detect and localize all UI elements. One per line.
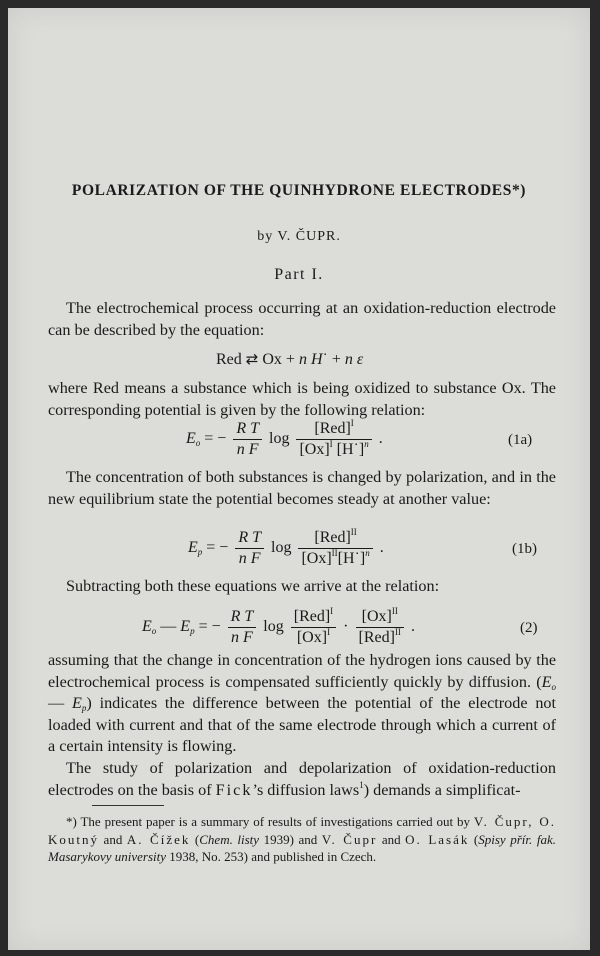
text-run: The study of polarization and depolarization of oxidation-reduction electrodes on the basis of [48, 759, 556, 799]
equation-2: $E_o$ — $E_p$ = − $\frac{\text{R T}}{\text{n F}}$ log $\frac{[Red]^I}{[Ox]^I}$ · $\frac{[Ox]^{II}}{[Red]^{II}}$ . [142, 606, 415, 646]
text-run: ’s diffusion laws [252, 780, 360, 799]
eq-term: R T [233, 420, 262, 440]
eq-term [296, 440, 371, 459]
eq-term: R T [235, 529, 264, 549]
eq-term: I [329, 439, 333, 449]
equilibrium-arrows: ⇄ [245, 350, 259, 368]
text-run: *) The present paper is a summary of results of investigations carried out by [66, 814, 474, 829]
paragraph-4: Subtracting both these equations we arrive at the relation: [66, 577, 440, 595]
author-line: by V. ČUPR. [257, 229, 341, 244]
eq-term: log [263, 618, 284, 636]
eq-term: R T [228, 608, 257, 628]
eq-term: I [327, 627, 331, 637]
eq-term: + [327, 351, 345, 368]
eq-term: · [343, 618, 349, 636]
eq-term: n [365, 548, 370, 558]
journal-name: Spisy přír. fak. Masarykovy university [48, 831, 556, 864]
eq-term: [Red] [358, 629, 395, 646]
fraction [233, 420, 262, 459]
text-run: ) indicates the difference between the potential of the electrode not loaded with current and that of the same electrode through which a current of a certain intensity is flowing. [48, 694, 557, 755]
eq-term: II [391, 606, 398, 616]
text-run: and [99, 831, 127, 847]
journal-name: Chem. listy [199, 831, 260, 847]
eq-term: I [330, 606, 334, 616]
eq-term: [H˙] [332, 441, 365, 458]
eq-term: ˙ [322, 351, 328, 368]
eq-term: II [331, 548, 338, 558]
eq-term: II [394, 627, 401, 637]
eq-term: [Red] [314, 420, 351, 437]
paragraph-6 [48, 758, 556, 801]
eq-term: p [197, 547, 203, 558]
eq-term: [Red] [314, 529, 351, 546]
author-name: A. Čížek [126, 831, 191, 847]
author-name: Fick [215, 780, 253, 799]
eq-term: o [195, 438, 201, 449]
paragraph-1: The electrochemical process occurring at an oxidation-reduction electrode can be described by the equation: [48, 299, 556, 339]
paragraph-5 [48, 650, 556, 758]
equation-1b: $E_p$ = − $\frac{\text{R T}}{\text{n F}}$ log $\frac{[Red]^{II}}{[Ox]^{II}[H˙]^n}$ . [188, 527, 384, 567]
fraction [298, 529, 372, 568]
eq-term: n F [236, 441, 259, 458]
eq-term [291, 628, 336, 647]
author-name: V. Čupr, O. Koutný [48, 814, 556, 847]
eq-term: p [190, 626, 195, 637]
page [8, 8, 590, 950]
eq-term: log [271, 539, 292, 557]
eq-term: n F [238, 550, 261, 567]
eq-term: = − [200, 430, 227, 448]
author-name: O. Lasák [405, 831, 470, 847]
section-heading: Part I. [274, 266, 324, 283]
text-run: and [377, 831, 406, 847]
text-run: p [81, 703, 87, 713]
equation-1a: $E_o$ = − $\frac{\text{R T}}{\text{n F}}$ log $\frac{[Red]^I}{[Ox]^I [H˙]^n}$ . [186, 418, 383, 458]
eq-term: I [350, 418, 354, 428]
eq-term [356, 608, 404, 628]
eq-term: n ε [344, 351, 364, 368]
eq-term: = − [194, 618, 221, 636]
eq-term: E [180, 618, 191, 636]
text-run: o [551, 681, 556, 692]
text-run: 1938, No. 253) and published in Czech. [166, 849, 377, 864]
eq-term: n [364, 439, 369, 449]
eq-term: [Ox] [299, 441, 330, 458]
equation-number: (1b) [512, 541, 537, 557]
equation-number: (1a) [508, 432, 533, 448]
eq-term: Ox + [262, 351, 299, 368]
equation-redox [216, 350, 363, 369]
footnote: *) The present paper is a summary of results of investigations carried out by V. Čupr, O. Koutný and A. Čížek (Chem. listy 1939) and V. Čupr and O. Lasák (Spisy přír. fak. Masarykovy university 1938, No. 253) and published in Czech. [48, 814, 556, 864]
eq-term: Red [216, 351, 242, 368]
equation-number: (2) [520, 620, 538, 636]
eq-term: n H [298, 351, 323, 368]
eq-term [298, 549, 372, 568]
fraction [291, 608, 336, 647]
eq-term [356, 628, 404, 647]
fraction [356, 608, 404, 647]
eq-term: [H˙] [337, 550, 366, 567]
fraction [296, 420, 371, 459]
eq-term: n F [231, 629, 253, 646]
eq-term [296, 420, 371, 440]
reference-marker: 1 [359, 779, 364, 790]
paragraph-2: where Red means a substance which is being oxidized to substance Ox. The corresponding potential is given by the following relation: [48, 379, 556, 419]
fraction [235, 529, 264, 568]
eq-term: = − [202, 539, 229, 557]
eq-term: E [142, 618, 152, 636]
eq-term: [Ox] [296, 629, 328, 646]
eq-term [298, 529, 372, 549]
text-run: ) demands a simplificat- [363, 780, 521, 799]
footnote-rule [92, 805, 164, 806]
paragraph-3: The concentration of both substances is changed by polarization, and in the new equilibrium state the potential becomes steady at another value: [48, 468, 556, 508]
text-run: 1939) and [259, 831, 322, 847]
paper-title: POLARIZATION OF THE QUINHYDRONE ELECTRODES*) [71, 182, 527, 199]
text-run: E [72, 694, 82, 712]
eq-term: o [151, 626, 157, 637]
eq-term: II [350, 527, 357, 537]
eq-term: E [186, 430, 196, 448]
eq-term: E [188, 539, 198, 557]
text-run: — [48, 694, 72, 712]
eq-term: log [269, 430, 290, 448]
eq-term: [Red] [293, 608, 331, 625]
eq-term: — [156, 618, 181, 636]
text-run: assuming that the change in concentration of the hydrogen ions caused by the electrochemical process is compensated sufficiently quickly by diffusion. ( [48, 651, 556, 691]
text-run: E [541, 672, 552, 691]
eq-term: [Ox] [361, 608, 392, 625]
author-name: V. Čupr [321, 831, 378, 847]
eq-term [291, 608, 336, 628]
eq-term: [Ox] [301, 550, 332, 567]
fraction [228, 608, 257, 647]
